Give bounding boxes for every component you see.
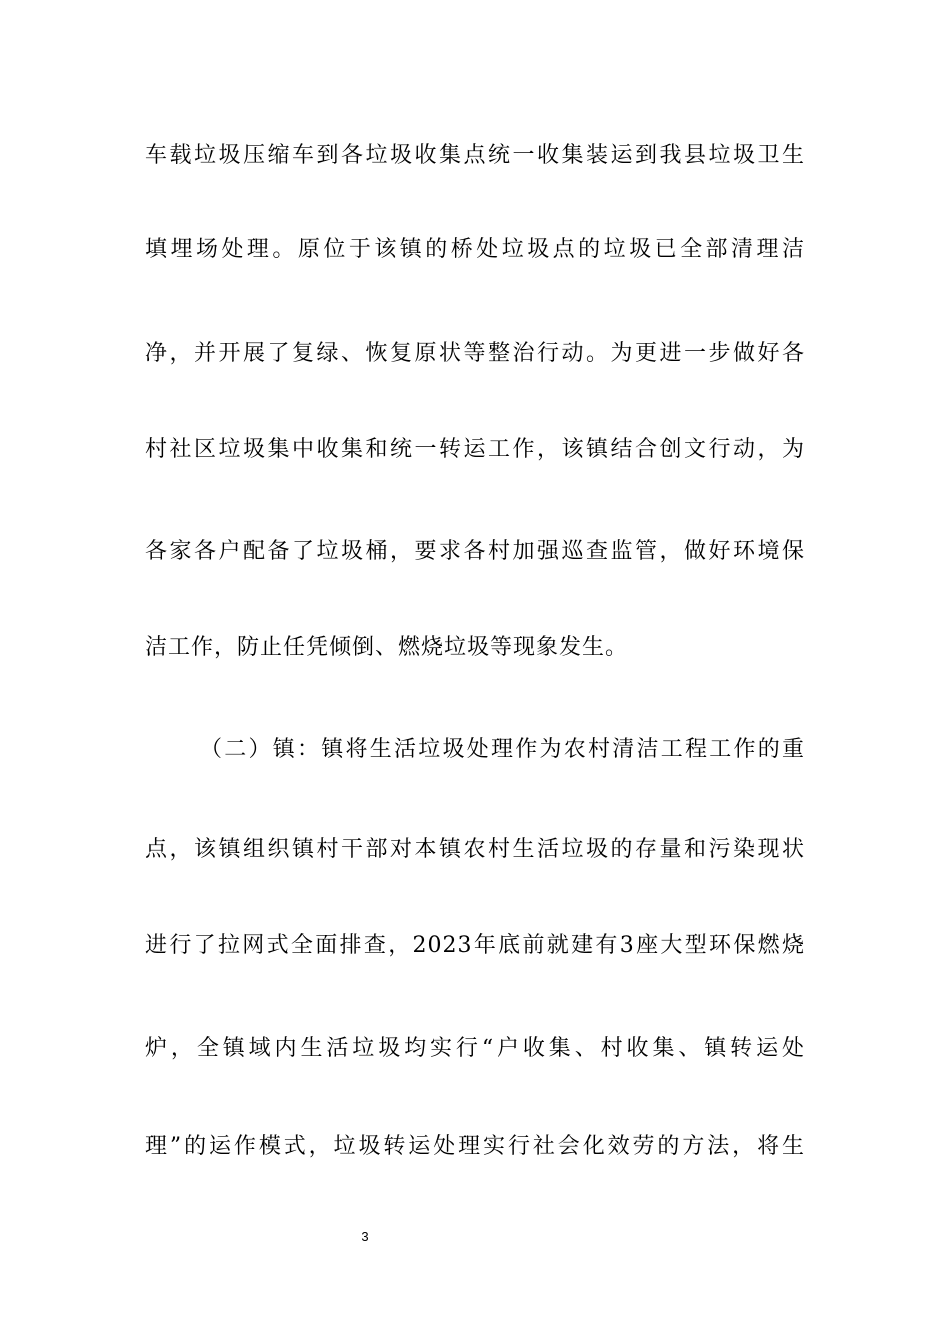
paragraph-2-line-3: 进行了拉网式全面排查，2023年底前就建有3座大型环保燃烧 bbox=[145, 933, 805, 958]
paragraph-2-line-1: （二）镇：镇将生活垃圾处理作为农村清洁工程工作的重 bbox=[200, 737, 805, 762]
page-number: 3 bbox=[361, 1229, 369, 1244]
paragraph-1-line-4: 村社区垃圾集中收集和统一转运工作，该镇结合创文行动，为 bbox=[145, 437, 805, 462]
paragraph-1-line-6: 洁工作，防止任凭倾倒、燃烧垃圾等现象发生。 bbox=[145, 635, 629, 660]
paragraph-2-line-2: 点，该镇组织镇村干部对本镇农村生活垃圾的存量和污染现状 bbox=[145, 837, 805, 862]
paragraph-1-line-2: 填埋场处理。原位于该镇的桥处垃圾点的垃圾已全部清理洁 bbox=[145, 237, 805, 262]
paragraph-1-line-3: 净，并开展了复绿、恢复原状等整治行动。为更进一步做好各 bbox=[145, 341, 805, 366]
paragraph-2-line-4: 炉，全镇域内生活垃圾均实行“户收集、村收集、镇转运处 bbox=[145, 1036, 805, 1061]
paragraph-1-line-5: 各家各户配备了垃圾桶，要求各村加强巡查监管，做好环境保 bbox=[145, 539, 805, 564]
paragraph-2-line-5: 理”的运作模式，垃圾转运处理实行社会化效劳的方法，将生 bbox=[145, 1134, 805, 1159]
paragraph-1-line-1: 车载垃圾压缩车到各垃圾收集点统一收集装运到我县垃圾卫生 bbox=[145, 143, 805, 168]
